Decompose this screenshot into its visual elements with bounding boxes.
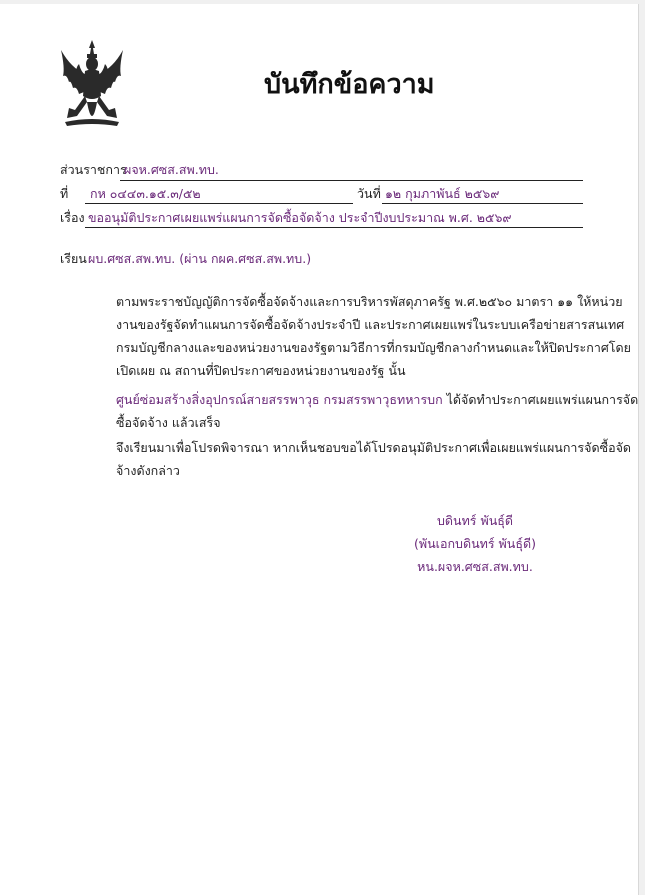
to-label: เรียน xyxy=(60,251,87,266)
ref-underline xyxy=(85,203,353,204)
agency-label: ส่วนราชการ xyxy=(60,162,127,177)
body-paragraph-2-rest: ได้จัดทำประกาศเผยแพร่แผนการจัดซื้อจัดจ้าง แล้วเสร็จ xyxy=(116,392,639,430)
to-value: ผบ.ศซส.สพ.ทบ. (ผ่าน กผค.ศซส.สพ.ทบ.) xyxy=(88,251,312,266)
agency-value: ผจห.ศซส.สพ.ทบ. xyxy=(124,162,219,177)
memo-title: บันทึกข้อความ xyxy=(264,69,435,100)
unit-name: ศูนย์ซ่อมสร้างสิ่งอุปกรณ์สายสรรพาวุธ กรมสรรพาวุธทหารบก xyxy=(116,392,443,407)
signature-name: บดินทร์ พันธุ์ดี xyxy=(436,513,514,528)
body-paragraph-3: จึงเรียนมาเพื่อโปรดพิจารณา หากเห็นชอบขอได้โปรดอนุมัติประกาศเพื่อเผยแพร่แผนการจัดซื้อจัดจ้างดังกล่าว xyxy=(116,440,632,478)
ref-value: กห ๐๔๔๓.๑๕.๓/๕๒ xyxy=(90,186,201,201)
memo-page xyxy=(0,4,639,895)
subject-label: เรื่อง xyxy=(60,210,85,225)
signature-position: หน.ผจห.ศซส.สพ.ทบ. xyxy=(417,559,533,574)
date-label: วันที่ xyxy=(357,186,381,201)
ref-label: ที่ xyxy=(60,186,69,201)
agency-underline xyxy=(120,180,583,181)
date-value: ๑๒ กุมภาพันธ์ ๒๕๖๙ xyxy=(385,186,500,201)
subject-underline xyxy=(85,227,583,228)
body-paragraph-1: ตามพระราชบัญญัติการจัดซื้อจัดจ้างและการบริหารพัสดุภาครัฐ พ.ศ.๒๕๖๐ มาตรา ๑๑ ให้หน่วยงานของรัฐจัดทำแผนการจัดซื้อจัดจ้างประจำปี และประกาศเผยแพร่ในระบบเครือข่ายสารสนเทศกรมบัญชีกลางและของหน่วยงานของรัฐตามวิธีการที่กรมบัญชีกลางกำหนดและให้ปิดประกาศโดยเปิดเผย ณ สถานที่ปิดประกาศของหน่วยงานของรัฐ นั้น xyxy=(116,294,631,378)
signature-rank-name: (พันเอกบดินทร์ พันธุ์ดี) xyxy=(414,536,536,551)
date-underline xyxy=(382,203,583,204)
subject-value: ขออนุมัติประกาศเผยแพร่แผนการจัดซื้อจัดจ้าง ประจำปีงบประมาณ พ.ศ. ๒๕๖๙ xyxy=(88,210,512,225)
garuda-emblem-icon xyxy=(57,38,127,132)
body-paragraph-2 xyxy=(60,388,639,434)
